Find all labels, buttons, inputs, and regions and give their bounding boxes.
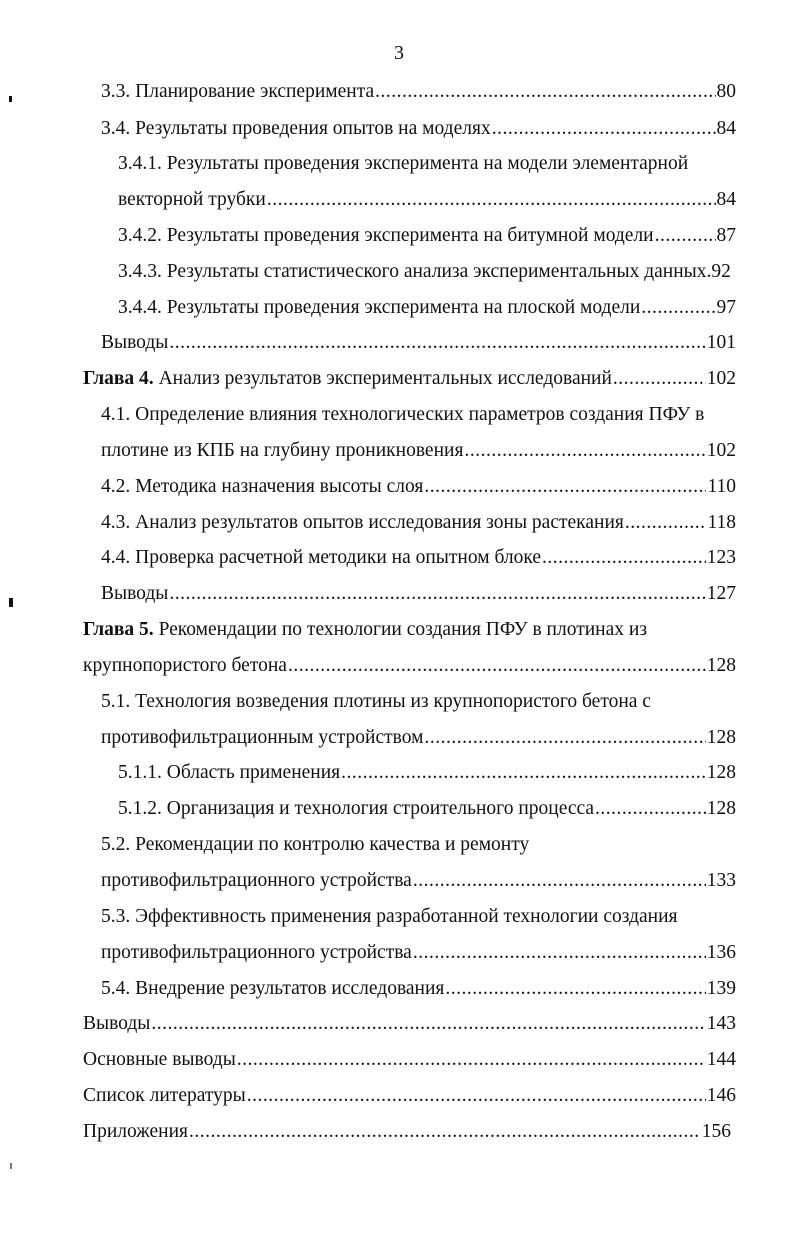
scan-speck <box>10 1163 12 1169</box>
toc-entry-title-line2: векторной трубки <box>118 189 266 210</box>
toc-leader-dots <box>413 865 706 897</box>
toc-entry-page: 128 <box>706 727 736 748</box>
toc-entry-page: 102 <box>706 440 736 461</box>
toc-entry-title: Приложения <box>83 1121 188 1142</box>
toc-entry-title: 3.3. Планирование эксперимента <box>101 81 375 102</box>
toc-entry-page: 146 <box>706 1085 736 1106</box>
toc-entry-page: 87 <box>716 225 736 246</box>
toc-entry <box>83 1080 736 1112</box>
toc-leader-dots <box>613 363 706 395</box>
toc-entry <box>118 184 736 216</box>
toc-entry <box>118 292 736 324</box>
toc-leader-dots <box>492 113 716 145</box>
toc-entry-page: 143 <box>706 1013 736 1034</box>
toc-entry-title-line1: Рекомендации по технологии создания ПФУ в плотинах из <box>158 619 648 640</box>
toc-entry-title: 5.1.2. Организация и технология строительного процесса <box>118 798 595 819</box>
toc-entry-page: 118 <box>707 512 736 533</box>
toc-leader-dots <box>424 722 705 754</box>
toc-leader-dots <box>237 1044 706 1076</box>
toc-leader-dots <box>464 435 705 467</box>
toc-entry-title: 4.4. Проверка расчетной методики на опытном блоке <box>101 547 542 568</box>
toc-entry-page: 101 <box>706 332 736 353</box>
toc-leader-dots <box>341 757 706 789</box>
toc-entry-title: 3.4.3. Результаты статистического анализа экспериментальных данных. <box>118 261 712 282</box>
toc-entry-page: 92 <box>711 261 731 282</box>
toc-entry-title-line1: 5.3. Эффективность применения разработанной технологии создания <box>101 906 678 927</box>
toc-leader-dots <box>595 793 706 825</box>
toc-leader-dots <box>169 327 705 359</box>
toc-entry-page: 136 <box>706 942 736 963</box>
toc-entry-page: 97 <box>716 297 736 318</box>
toc-entry-page: 139 <box>706 978 736 999</box>
toc-entry <box>118 793 736 825</box>
toc-leader-dots <box>424 471 706 503</box>
toc-leader-dots <box>375 76 715 108</box>
toc-entry <box>101 76 736 108</box>
toc-entry <box>83 1044 736 1076</box>
toc-entry <box>101 722 736 754</box>
toc-chapter-title-line1 <box>83 614 647 646</box>
toc-entry-title: Анализ результатов экспериментальных исследований <box>158 368 612 389</box>
toc-entry-title-line1: 3.4.1. Результаты проведения эксперимента на модели элементарной <box>118 153 689 174</box>
toc-entry-page: 80 <box>716 81 736 102</box>
toc-entry-page: 84 <box>716 189 736 210</box>
toc-entry <box>101 937 736 969</box>
toc-leader-dots <box>151 1008 705 1040</box>
toc-leader-dots <box>445 973 705 1005</box>
toc-entry-title: 4.2. Методика назначения высоты слоя <box>101 476 424 497</box>
toc-entry-title: Список литературы <box>83 1085 246 1106</box>
toc-entry <box>101 973 736 1005</box>
scan-speck <box>9 598 13 607</box>
toc-entry <box>101 435 736 467</box>
toc-entry-title-line2: противофильтрационного устройства <box>101 870 412 891</box>
toc-entry <box>101 542 736 574</box>
toc-entry <box>83 1116 731 1148</box>
toc-entry-page: 144 <box>706 1049 736 1070</box>
toc-entry-page: 133 <box>706 870 736 891</box>
toc-entry <box>118 220 736 252</box>
toc-entry-title: 3.4. Результаты проведения опытов на моделях <box>101 118 491 139</box>
toc-entry-title: Основные выводы <box>83 1049 236 1070</box>
toc-entry-page: 102 <box>706 368 736 389</box>
toc-entry-title-line1: 5.2. Рекомендации по контролю качества и ремонту <box>101 834 530 855</box>
toc-entry-page: 128 <box>706 655 736 676</box>
toc-entry <box>118 256 736 288</box>
toc-leader-dots <box>413 937 706 969</box>
toc-entry <box>101 865 736 897</box>
toc-entry-page: 128 <box>706 762 736 783</box>
toc-leader-dots <box>655 220 716 252</box>
page-number: 3 <box>394 42 404 64</box>
toc-leader-dots <box>247 1080 706 1112</box>
toc-chapter-entry <box>83 650 736 682</box>
toc-entry <box>101 327 736 359</box>
toc-entry <box>101 471 736 503</box>
toc-chapter-label: Глава 4. <box>83 368 154 389</box>
toc-entry-page: 84 <box>716 118 736 139</box>
toc-entry-title-line2: противофильтрационного устройства <box>101 942 412 963</box>
toc-entry-title-line1: 4.1. Определение влияния технологических параметров создания ПФУ в <box>101 404 705 425</box>
toc-chapter-entry <box>83 363 736 395</box>
toc-entry <box>101 113 736 145</box>
toc-entry-page: 123 <box>706 547 736 568</box>
toc-entry-page: 127 <box>706 583 736 604</box>
toc-entry-title-line2: плотине из КПБ на глубину проникновения <box>101 440 464 461</box>
toc-entry <box>101 507 736 539</box>
toc-entry <box>83 1008 736 1040</box>
toc-entry-title-line1: 5.1. Технология возведения плотины из крупнопористого бетона с <box>101 691 651 712</box>
toc-entry-title: 4.3. Анализ результатов опытов исследования зоны растекания <box>101 512 624 533</box>
toc-entry-title: Выводы <box>101 583 169 604</box>
toc-leader-dots <box>169 578 705 610</box>
toc-leader-dots <box>641 292 715 324</box>
toc-entry-title: 3.4.2. Результаты проведения эксперимента на битумной модели <box>118 225 654 246</box>
toc-entry-title-line2: противофильтрационным устройством <box>101 727 424 748</box>
toc-leader-dots <box>542 542 706 574</box>
toc-chapter-label: Глава 5. <box>83 619 154 640</box>
toc-entry-title: Выводы <box>101 332 169 353</box>
toc-entry-title-line2: крупнопористого бетона <box>83 655 287 676</box>
toc-entry-page: 156 <box>701 1121 731 1142</box>
toc-entry-page: 110 <box>707 476 736 497</box>
toc-leader-dots <box>189 1116 701 1148</box>
toc-leader-dots <box>625 507 707 539</box>
toc-entry-title: 3.4.4. Результаты проведения эксперимента на плоской модели <box>118 297 641 318</box>
toc-entry <box>101 578 736 610</box>
toc-entry-title: 5.4. Внедрение результатов исследования <box>101 978 445 999</box>
scan-speck <box>9 96 12 102</box>
toc-leader-dots <box>267 184 716 216</box>
toc-entry <box>118 757 736 789</box>
toc-entry-page: 128 <box>706 798 736 819</box>
toc-leader-dots <box>288 650 706 682</box>
toc-entry-title: 5.1.1. Область применения <box>118 762 341 783</box>
toc-entry-title: Выводы <box>83 1013 151 1034</box>
